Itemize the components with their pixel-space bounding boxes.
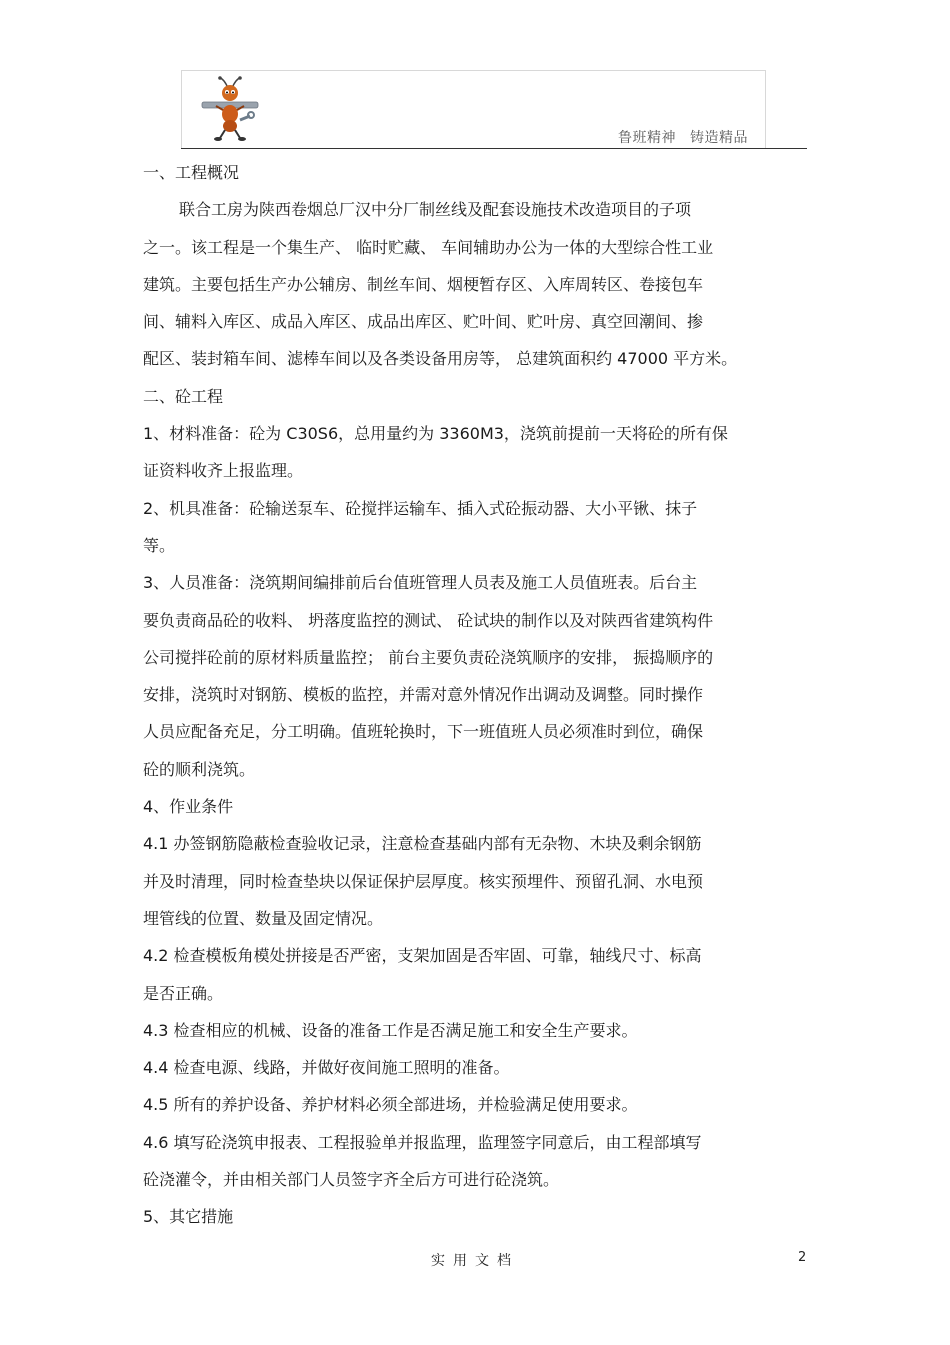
text-line: 4.5 所有的养护设备、养护材料必须全部进场，并检验满足使用要求。: [143, 1095, 638, 1115]
ant-worker-icon: [198, 76, 260, 142]
text-line: 4.2 检查模板角模处拼接是否严密，支架加固是否牢固、可靠，轴线尺寸、标高: [143, 946, 702, 966]
text-line: 建筑。主要包括生产办公辅房、制丝车间、烟梗暂存区、入库周转区、卷接包车: [143, 274, 704, 294]
text-line: 安排，浇筑时对钢筋、模板的监控，并需对意外情况作出调动及调整。同时操作: [143, 685, 704, 705]
slogan-left: 鲁班精神: [618, 130, 676, 146]
text-line: 埋管线的位置、数量及固定情况。: [143, 908, 384, 928]
document-body: [143, 154, 811, 1236]
text-line: 4、作业条件: [143, 797, 234, 817]
text-line: 5、其它措施: [143, 1207, 234, 1227]
text-line: 并及时清理，同时检查垫块以保证保护层厚度。核实预埋件、预留孔洞、水电预: [143, 871, 704, 891]
text-line: 之一。该工程是一个集生产、 临时贮藏、 车间辅助办公为一体的大型综合性工业: [143, 237, 714, 257]
text-line: 是否正确。: [143, 983, 224, 1003]
text-line: 2、机具准备：砼输送泵车、砼搅拌运输车、插入式砼振动器、大小平锹、抹子: [143, 498, 698, 518]
header-slogan: [618, 127, 748, 147]
text-line: 公司搅拌砼前的原材料质量监控； 前台主要负责砼浇筑顺序的安排， 振捣顺序的: [143, 647, 714, 667]
text-line: 3、人员准备：浇筑期间编排前后台值班管理人员表及施工人员值班表。后台主: [143, 573, 698, 593]
text-line: 证资料收齐上报监理。: [143, 461, 304, 481]
text-line: 砼的顺利浇筑。: [143, 759, 256, 779]
text-line: 4.6 填写砼浇筑申报表、工程报验单并报监理，监理签字同意后，由工程部填写: [143, 1132, 702, 1152]
footer-label: 实用文档: [431, 1253, 519, 1269]
text-line: 间、辅料入库区、成品入库区、成品出库区、贮叶间、贮叶房、真空回潮间、掺: [143, 312, 704, 332]
text-line: 4.4 检查电源、线路，并做好夜间施工照明的准备。: [143, 1058, 510, 1078]
text-line: 人员应配备充足，分工明确。值班轮换时，下一班值班人员必须准时到位，确保: [143, 722, 704, 742]
text-line: 配区、装封箱车间、滤棒车间以及各类设备用房等， 总建筑面积约 47000 平方米。: [143, 349, 738, 369]
text-line: 等。: [143, 535, 176, 555]
text-line: 要负责商品砼的收料、 坍落度监控的测试、 砼试块的制作以及对陕西省建筑构件: [143, 610, 714, 630]
page-number: 2: [798, 1250, 807, 1265]
text-line: 联合工房为陕西卷烟总厂汉中分厂制丝线及配套设施技术改造项目的子项: [179, 200, 692, 220]
header-rule: [181, 148, 807, 149]
text-line: 4.3 检查相应的机械、设备的准备工作是否满足施工和安全生产要求。: [143, 1020, 638, 1040]
text-line: 4.1 办签钢筋隐蔽检查验收记录，注意检查基础内部有无杂物、木块及剩余钢筋: [143, 834, 702, 854]
text-line: 1、材料准备：砼为 C30S6，总用量约为 3360M3，浇筑前提前一天将砼的所有保: [143, 424, 728, 444]
text-line: 砼浇灌令，并由相关部门人员签字齐全后方可进行砼浇筑。: [143, 1170, 560, 1190]
slogan-right: 铸造精品: [690, 130, 748, 146]
text-line: 一、工程概况: [143, 163, 240, 182]
text-line: 二、砼工程: [143, 386, 224, 406]
